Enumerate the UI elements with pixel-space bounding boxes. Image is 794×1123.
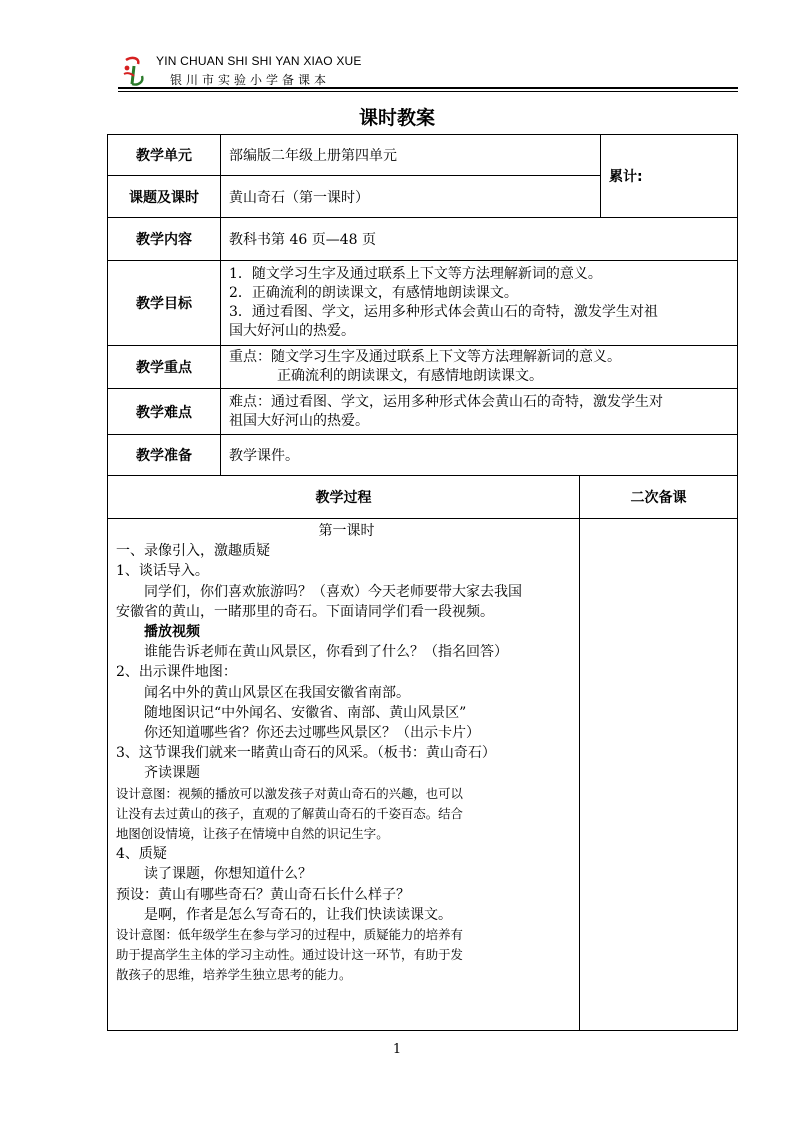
header-rule-thick <box>118 87 738 89</box>
step-3-text: 齐读课题 <box>144 765 200 782</box>
goal-line-3: 3．通过看图、学文，运用多种形式体会黄山石的奇特，激发学生对祖 <box>229 304 658 320</box>
difficulties-label: 教学难点 <box>108 389 221 435</box>
step-4-text-c: 是啊，作者是怎么写奇石的，让我们快读读课文。 <box>144 906 452 923</box>
section-1-title: 一、录像引入，激趣质疑 <box>116 543 270 560</box>
school-logo-icon <box>118 54 154 90</box>
lesson-label: 课题及课时 <box>108 176 221 218</box>
step-2-text-c: 你还知道哪些省？你还去过哪些风景区？（出示卡片） <box>144 725 480 742</box>
step-2-text-b: 随地图识记“中外闻名、安徽省、南部、黄山风景区” <box>144 704 467 721</box>
header-rule-thin <box>118 91 738 92</box>
step-1-title: 1、谈话导入。 <box>116 563 209 580</box>
preparation-label: 教学准备 <box>108 435 221 476</box>
page-title: 课时教案 <box>358 107 435 129</box>
step-4-title: 4、质疑 <box>116 846 167 863</box>
design-note-2c: 散孩子的思维，培养学生独立思考的能力。 <box>116 967 352 983</box>
second-prep-header: 二次备课 <box>580 476 738 519</box>
step-2-title: 2、出示课件地图： <box>116 664 237 681</box>
design-note-1a: 设计意图：视频的播放可以激发孩子对黄山奇石的兴趣，也可以 <box>116 785 463 801</box>
design-note-1b: 让没有去过黄山的孩子，直观的了解黄山奇石的千姿百态。结合 <box>116 805 463 821</box>
lesson-plan-table <box>107 134 738 1031</box>
step-1-text-a: 同学们，你们喜欢旅游吗？（喜欢）今天老师要带大家去我国 <box>144 583 522 600</box>
page-number: 1 <box>392 1042 402 1057</box>
lesson-value: 黄山奇石（第一课时） <box>221 176 601 218</box>
design-note-2b: 助于提高学生主体的学习主动性。通过设计这一环节，有助于发 <box>116 947 463 963</box>
step-2-text-a: 闻名中外的黄山风景区在我国安徽省南部。 <box>144 684 410 701</box>
play-video: 播放视频 <box>144 624 200 641</box>
goals-label: 教学目标 <box>108 261 221 346</box>
second-prep-content <box>580 519 738 1031</box>
design-note-1c: 地图创设情境，让孩子在情境中自然的识记生字。 <box>116 826 389 842</box>
preparation-value: 教学课件。 <box>221 435 738 476</box>
key-point-line-2: 正确流利的朗读课文，有感情地朗读课文。 <box>277 368 543 384</box>
step-3-title: 3、这节课我们就来一睹黄山奇石的风采。（板书：黄山奇石） <box>116 745 496 762</box>
key-points-value <box>221 346 738 389</box>
process-header: 教学过程 <box>108 476 580 519</box>
difficulty-line-2: 祖国大好河山的热爱。 <box>229 412 369 429</box>
unit-label: 教学单元 <box>108 135 221 176</box>
goals-value <box>221 261 738 346</box>
design-note-2a: 设计意图：低年级学生在参与学习的过程中，质疑能力的培养有 <box>116 927 463 943</box>
process-content <box>108 519 580 1031</box>
content-label: 教学内容 <box>108 218 221 261</box>
difficulty-line-1: 难点：通过看图、学文，运用多种形式体会黄山石的奇特，激发学生对 <box>229 393 663 410</box>
school-name-cn: 银川市实验小学备课本 <box>170 73 331 87</box>
step-1-text-c: 谁能告诉老师在黄山风景区，你看到了什么？（指名回答） <box>144 644 508 661</box>
session-title: 第一课时 <box>318 523 375 539</box>
goal-line-2: 2．正确流利的朗读课文，有感情地朗读课文。 <box>229 285 518 301</box>
key-point-line-1: 重点：随文学习生字及通过联系上下文等方法理解新词的意义。 <box>229 349 621 365</box>
content-value: 教科书第 46 页—48 页 <box>221 218 738 261</box>
step-1-text-b: 安徽省的黄山，一睹那里的奇石。下面请同学们看一段视频。 <box>116 603 494 620</box>
goal-line-1: 1．随文学习生字及通过联系上下文等方法理解新词的意义。 <box>229 266 602 282</box>
step-4-text-b: 预设：黄山有哪些奇石？黄山奇石长什么样子？ <box>116 886 410 903</box>
school-name-en: YIN CHUAN SHI SHI YAN XIAO XUE <box>156 54 362 68</box>
goal-line-4: 国大好河山的热爱。 <box>229 323 355 339</box>
unit-value: 部编版二年级上册第四单元 <box>221 135 601 176</box>
step-4-text-a: 读了课题，你想知道什么？ <box>144 866 312 883</box>
key-points-label: 教学重点 <box>108 346 221 389</box>
difficulties-value <box>221 389 738 435</box>
cumulative-label: 累计: <box>601 135 738 218</box>
